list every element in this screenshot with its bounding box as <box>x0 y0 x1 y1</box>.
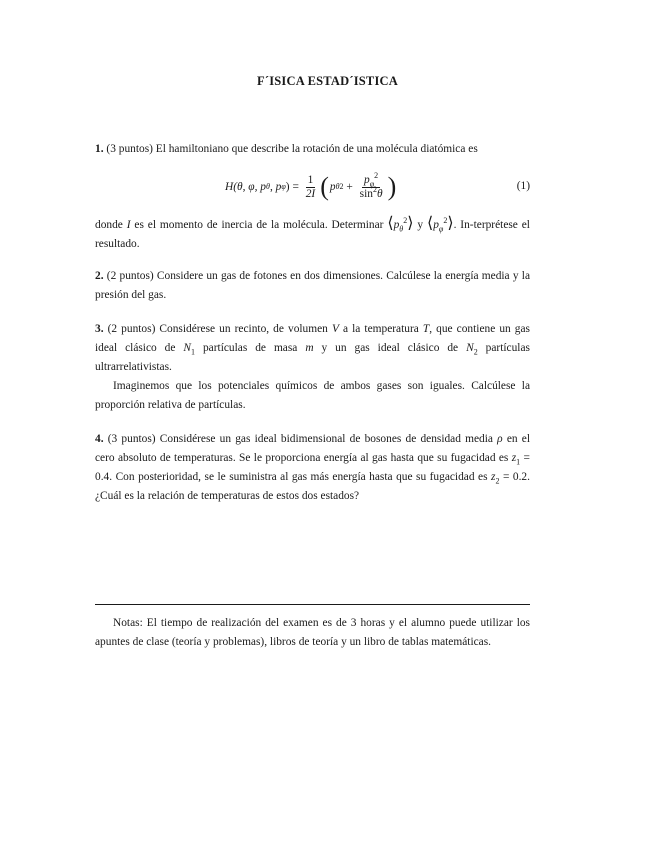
problem-4: 4. (3 puntos) Considérese un gas ideal bidimensional de bosones de densidad media ρ en el cero absoluto de temperaturas. Se le proporciona energía al gas hasta que su fugacidad es $z_1 = 0.4$. Con posterioridad, se le suministra al gas más energía hasta que su fugacidad es $z_2$ = 0.2.¿Cuál es la relación de temperaturas de estos dos estados? <box>95 433 531 502</box>
problem-2 <box>95 267 530 305</box>
page-title: F´ISICA ESTAD´ISTICA <box>257 74 398 88</box>
problem-number: 4. <box>95 433 104 445</box>
problem-text: (3 puntos) El hamiltoniano que describe la rotación de una molécula diatómica es <box>106 143 478 155</box>
equation-inner-fraction: $\frac{p_\varphi^2}{\sin^2\theta}$ <box>359 170 383 200</box>
equation-fraction: $\frac{1}{2I}$ <box>305 173 316 200</box>
notes-divider <box>95 604 530 605</box>
problem-number: 3. <box>95 323 104 335</box>
notes <box>95 614 530 652</box>
problem-number: 1. <box>95 143 104 155</box>
equation-tag: (1) <box>516 180 530 192</box>
equation-1: H(θ, φ, p θ , p φ ) = $\frac{1}{2I}$ ( p θ 2 + $\frac{p_\varphi^2}{\sin^2\theta}$ ) (1) <box>225 170 530 201</box>
problem-text: (2 puntos) Considere un gas de fotones en dos dimensiones. Calcúlese la energía media y la presión del gas. <box>95 270 530 301</box>
problem-1-continuation: donde I es el momento de inercia de la molécula. Determinar $⟨p_\theta^2⟩$ y $⟨p_\varphi^2⟩$. In-terprétese el resultado. <box>95 215 530 250</box>
equation-lhs: H(θ, φ, p <box>225 180 267 193</box>
problem-3: 3. (2 puntos) Considérese un recinto, de volumen V a la temperatura T, que contiene un gas ideal clásico de $N_1$ partículas de masa m y un gas ideal clásico de $N_2$ partículas ultrarrelativistas. Imaginemos que los potenciales químicos de ambos gases son iguales. Calcúlese la proporción relativa de partículas. <box>95 320 530 415</box>
problem-1 <box>95 140 530 159</box>
notes-text: Notas: El tiempo de realización del examen es de 3 horas y el alumno puede utilizar los apuntes de clase (teoría y problemas), libros de teoría y un libro de tablas matemáticas. <box>95 617 530 648</box>
problem-number: 2. <box>95 270 104 282</box>
problem-3-paragraph-2: Imaginemos que los potenciales químicos de ambos gases son iguales. Calcúlese la proporción relativa de partículas. <box>95 380 530 411</box>
